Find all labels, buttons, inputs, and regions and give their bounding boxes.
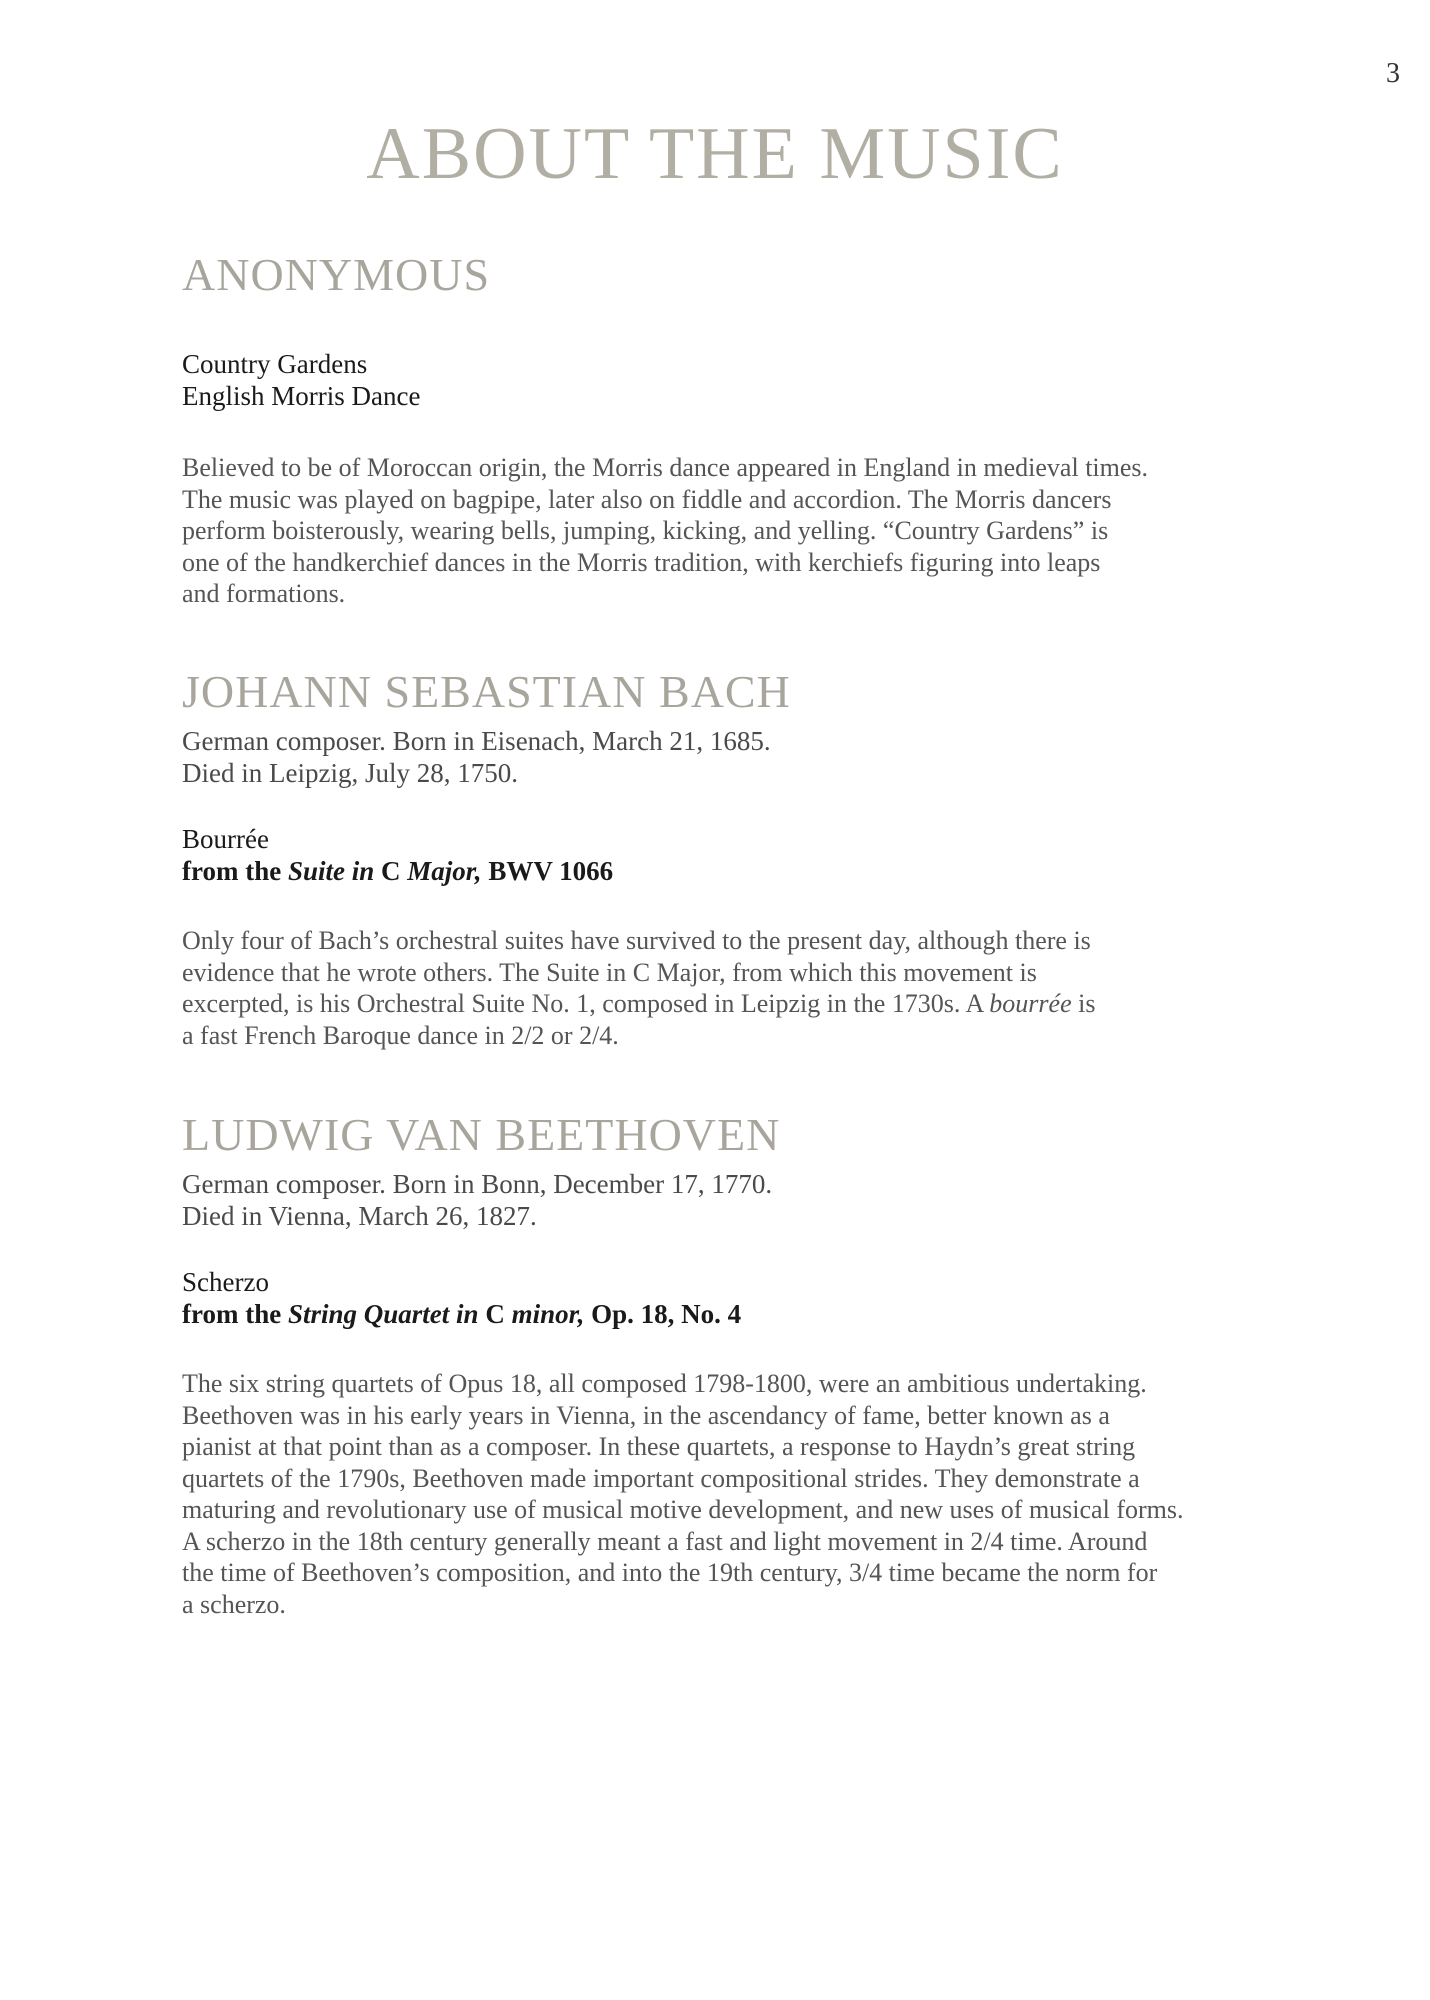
piece-work-key: C <box>478 1299 512 1329</box>
piece-work-mode: minor, <box>511 1299 585 1329</box>
composer-name: LUDWIG VAN BEETHOVEN <box>182 1109 781 1160</box>
section-anonymous <box>182 249 1262 610</box>
description-line: quartets of the 1790s, Beethoven made important compositional strides. They demonstrate a <box>182 1463 1140 1493</box>
page-number: 3 <box>1386 58 1400 89</box>
description-line <box>182 988 1262 1020</box>
piece-source <box>182 855 1262 887</box>
description-line: Only four of Bach’s orchestral suites have survived to the present day, although there is <box>182 926 1091 955</box>
piece-work-mode: Major, <box>407 856 482 886</box>
piece-work-italic: String Quartet in <box>287 1299 479 1329</box>
description-line: Believed to be of Moroccan origin, the Morris dance appeared in England in medieval times. <box>182 453 1149 482</box>
composer-bio-line: German composer. Born in Bonn, December 17, 1770. <box>182 1169 773 1199</box>
piece-work-catalog: Op. 18, No. 4 <box>584 1299 742 1329</box>
description-line: a fast French Baroque dance in 2/2 or 2/4. <box>182 1020 619 1050</box>
description-text: excerpted, is his Orchestral Suite No. 1, composed in Leipzig in the 1730s. A <box>182 989 990 1018</box>
description-line: maturing and revolutionary use of musical motive development, and new uses of musical forms. <box>182 1495 1184 1524</box>
description-line: perform boisterously, wearing bells, jumping, kicking, and yelling. “Country Gardens” is <box>182 516 1109 545</box>
section-beethoven <box>182 1109 1262 1620</box>
description-line: Beethoven was in his early years in Vienna, in the ascendancy of fame, better known as a <box>182 1400 1110 1430</box>
piece-title: Scherzo <box>182 1267 269 1297</box>
description-italic-term: bourrée <box>989 989 1072 1018</box>
composer-bio-line: German composer. Born in Eisenach, March 21, 1685. <box>182 726 771 756</box>
composer-bio-line: Died in Vienna, March 26, 1827. <box>182 1201 537 1231</box>
description-text: is <box>1071 989 1096 1018</box>
section-bach <box>182 666 1262 1051</box>
composer-name: JOHANN SEBASTIAN BACH <box>182 666 791 717</box>
piece-work-key: C <box>374 856 408 886</box>
description-line: evidence that he wrote others. The Suite in C Major, from which this movement is <box>182 957 1037 987</box>
description-line: The six string quartets of Opus 18, all composed 1798-1800, were an ambitious undertaking. <box>182 1369 1147 1398</box>
description-line: one of the handkerchief dances in the Morris tradition, with kerchiefs figuring into leaps <box>182 547 1101 577</box>
piece-subtitle: English Morris Dance <box>182 381 421 411</box>
composer-bio-line: Died in Leipzig, July 28, 1750. <box>182 758 518 788</box>
piece-from: from the <box>182 856 288 886</box>
description-line: A scherzo in the 18th century generally meant a fast and light movement in 2/4 time. Around <box>182 1526 1148 1556</box>
composer-name: ANONYMOUS <box>182 249 491 300</box>
piece-title: Bourrée <box>182 824 269 854</box>
description-line: The music was played on bagpipe, later also on fiddle and accordion. The Morris dancers <box>182 484 1112 514</box>
piece-work-italic: Suite in <box>287 856 375 886</box>
page-title: ABOUT THE MUSIC <box>366 113 1064 195</box>
description-line: and formations. <box>182 579 346 608</box>
piece-from: from the <box>182 1299 288 1329</box>
piece-work-catalog: BWV 1066 <box>481 856 614 886</box>
description-line: the time of Beethoven’s composition, and into the 19th century, 3/4 time became the norm for <box>182 1558 1158 1587</box>
description-line: pianist at that point than as a composer. In these quartets, a response to Haydn’s great string <box>182 1432 1136 1461</box>
piece-title: Country Gardens <box>182 349 368 379</box>
description-line: a scherzo. <box>182 1589 286 1619</box>
piece-source <box>182 1298 1262 1330</box>
